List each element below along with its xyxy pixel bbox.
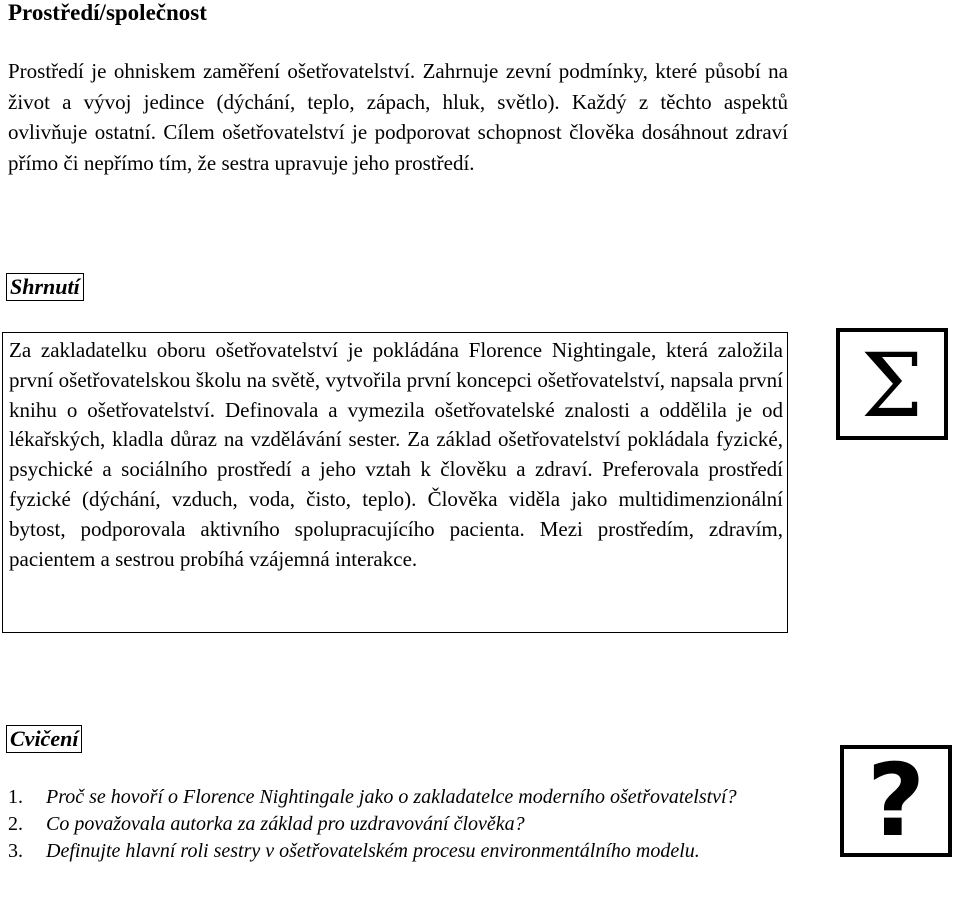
question-mark-icon bbox=[840, 742, 952, 859]
exercises-heading: Cvičení bbox=[6, 725, 82, 753]
sigma-icon bbox=[836, 328, 948, 440]
page-title: Prostředí/společnost bbox=[8, 0, 207, 25]
exercise-question: Proč se hovoří o Florence Nightingale jako o zakladatelce moderního ošetřovatelství? bbox=[46, 786, 737, 808]
exercise-number: 1. bbox=[8, 786, 23, 808]
exercise-item bbox=[8, 838, 788, 865]
exercise-item bbox=[8, 784, 788, 811]
exercise-list bbox=[8, 784, 788, 865]
summary-heading: Shrnutí bbox=[6, 273, 84, 301]
question-glyph: ? bbox=[866, 742, 925, 859]
exercise-number: 3. bbox=[8, 840, 23, 862]
exercise-number: 2. bbox=[8, 813, 23, 835]
summary-box bbox=[2, 332, 788, 633]
exercise-question: Definujte hlavní roli sestry v ošetřovatelském procesu environmentálního modelu. bbox=[46, 840, 700, 862]
sigma-glyph: Σ bbox=[860, 334, 924, 437]
intro-paragraph: Prostředí je ohniskem zaměření ošetřovatelství. Zahrnuje zevní podmínky, které působí na život a vývoj jedince (dýchání, teplo, zápach, hluk, světlo). Každý z těchto aspektů ovlivňuje ostatní. Cílem ošetřovatelství je podporovat schopnost člověka dosáhnout zdraví přímo či nepřímo tím, že sestra upravuje jeho prostředí. bbox=[8, 59, 788, 175]
exercise-item bbox=[8, 811, 788, 838]
summary-text: Za zakladatelku oboru ošetřovatelství je pokládána Florence Nightingale, která založila první ošetřovatelskou školu na světě, vytvořila první koncepci ošetřovatelství, napsala první knihu o ošetřovatelství. Definovala a vymezila ošetřovatelské znalosti a oddělila je od lékařských, kladla důraz na vzdělávání sester. Za základ ošetřovatelství pokládala fyzické, psychické a sociálního prostředí a jeho vztah k člověku a zdraví. Preferovala prostředí fyzické (dýchání, vzduch, voda, čisto, teplo). Člověka viděla jako multidimenzionální bytost, podporovala aktivního spolupracujícího pacienta. Mezi prostředím, zdravím, pacientem a sestrou probíhá vzájemná interakce. bbox=[9, 338, 783, 571]
exercise-question: Co považovala autorka za základ pro uzdravování člověka? bbox=[46, 813, 525, 835]
